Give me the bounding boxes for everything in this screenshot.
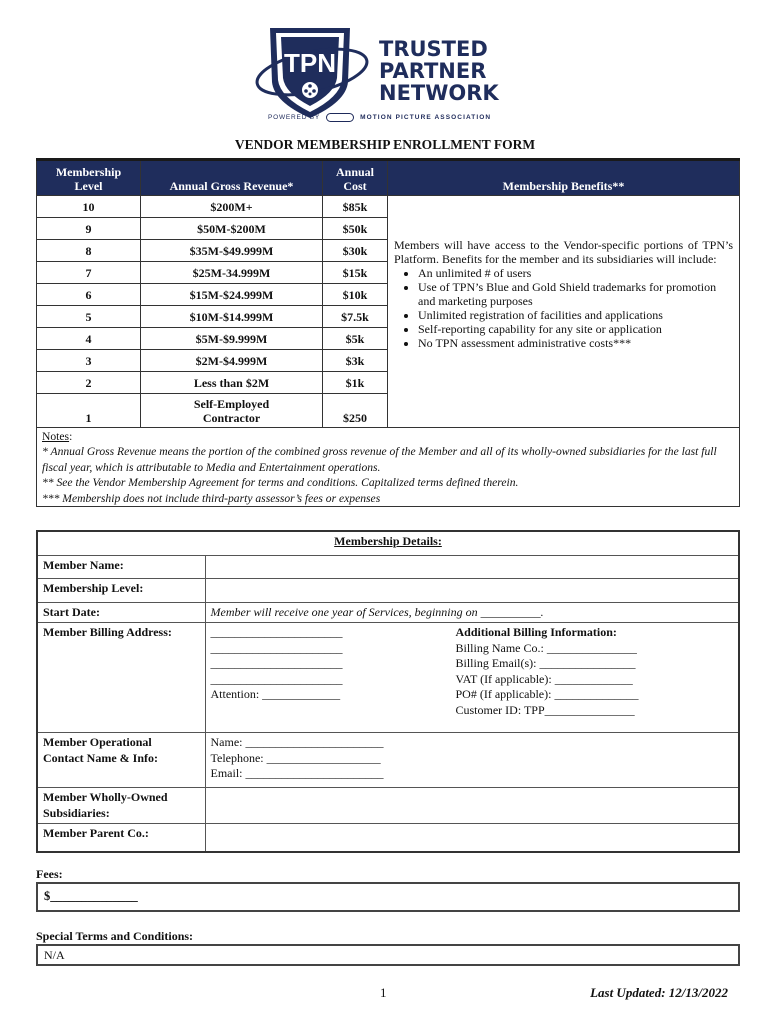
subsidiaries-label: Member Wholly-Owned Subsidiaries: <box>37 788 205 824</box>
powered-by <box>268 113 491 122</box>
benefits-cell <box>388 196 740 428</box>
notes-box: Notes: * Annual Gross Revenue means the portion of the combined gross revenue of the Member and all of its wholly-owned subsidiaries for the last full fiscal year, which is attributable to Media and Entertainment operations. ** See the Vendor Membership Agreement for terms and conditions. Capitalized terms defined therein. *** Membership does not include third-party assessor’s fees or expenses <box>36 427 740 507</box>
list-item: • No TPN assessment administrative costs*** <box>418 336 733 350</box>
list-item: • Use of TPN’s Blue and Gold Shield trademarks for promotion and marketing purposes <box>418 280 733 308</box>
note-line: ** See the Vendor Membership Agreement for terms and conditions. Capitalized terms defined therein. <box>42 476 519 490</box>
revenue-cell: $5M-$9.999M <box>141 328 323 350</box>
start-date-field[interactable]: Member will receive one year of Services, beginning on __________. <box>205 602 739 623</box>
cost-cell: $50k <box>323 218 388 240</box>
address-line[interactable]: ______________________ <box>210 640 343 655</box>
contact-email-field[interactable]: Email: _______________________ <box>210 766 384 780</box>
po-field[interactable]: PO# (If applicable): ______________ <box>455 687 639 701</box>
revenue-cell: $10M-$14.999M <box>141 306 323 328</box>
table-row <box>37 196 740 218</box>
level-cell: 1 <box>37 394 141 428</box>
special-terms-field[interactable]: N/A <box>36 944 740 966</box>
vat-field[interactable]: VAT (If applicable): _____________ <box>455 671 633 686</box>
contact-name-field[interactable]: Name: _______________________ <box>210 735 384 749</box>
additional-billing-title: Additional Billing Information: <box>455 625 617 639</box>
address-line[interactable]: ______________________ <box>210 625 343 639</box>
cost-cell: $7.5k <box>323 306 388 328</box>
membership-tier-table <box>36 158 740 428</box>
last-updated: Last Updated: 12/13/2022 <box>590 985 728 1000</box>
billing-address-label: Member Billing Address: <box>37 623 205 733</box>
header-level: Membership Level <box>37 160 141 196</box>
tier-table-header <box>37 160 740 196</box>
cost-cell: $10k <box>323 284 388 306</box>
additional-billing <box>456 625 734 718</box>
cost-cell: $15k <box>323 262 388 284</box>
membership-level-field[interactable] <box>205 578 739 602</box>
cost-cell: $250 <box>323 394 388 428</box>
level-cell: 3 <box>37 350 141 372</box>
level-cell: 8 <box>37 240 141 262</box>
parent-co-field[interactable] <box>205 824 739 852</box>
form-title: VENDOR MEMBERSHIP ENROLLMENT FORM <box>234 137 536 152</box>
note-line: *** Membership does not include third-party assessor’s fees or expenses <box>42 491 381 505</box>
logo-line-3: NETWORK <box>379 81 499 105</box>
billing-address-field[interactable] <box>205 623 739 733</box>
attention-line[interactable]: Attention: _____________ <box>210 687 341 701</box>
revenue-cell: Self-Employed Contractor <box>141 394 323 428</box>
level-cell: 4 <box>37 328 141 350</box>
member-name-label: Member Name: <box>37 555 205 578</box>
special-terms-label: Special Terms and Conditions: <box>36 929 194 943</box>
mpa-text: MOTION PICTURE ASSOCIATION <box>360 114 492 121</box>
membership-level-label: Membership Level: <box>37 578 205 602</box>
member-name-field[interactable] <box>205 555 739 578</box>
operational-contact-field[interactable] <box>205 733 739 788</box>
film-reel-icon <box>301 81 319 99</box>
logo-line-1: TRUSTED <box>379 37 488 61</box>
address-line[interactable]: ______________________ <box>210 671 343 686</box>
level-cell: 2 <box>37 372 141 394</box>
start-date-label: Start Date: <box>37 602 205 623</box>
revenue-cell: $50M-$200M <box>141 218 323 240</box>
cost-cell: $85k <box>323 196 388 218</box>
contact-phone-field[interactable]: Telephone: ___________________ <box>210 750 381 765</box>
benefits-list <box>394 266 733 350</box>
parent-co-label: Member Parent Co.: <box>37 824 205 852</box>
revenue-cell: Less than $2M <box>141 372 323 394</box>
level-cell: 6 <box>37 284 141 306</box>
billing-email-field[interactable]: Billing Email(s): ________________ <box>455 656 636 670</box>
customer-id-field[interactable]: Customer ID: TPP_______________ <box>455 702 635 717</box>
address-line[interactable]: ______________________ <box>210 656 343 670</box>
level-cell: 5 <box>37 306 141 328</box>
cost-cell: $3k <box>323 350 388 372</box>
revenue-cell: $15M-$24.999M <box>141 284 323 306</box>
notes-label: Notes <box>42 430 70 443</box>
revenue-cell: $2M-$4.999M <box>141 350 323 372</box>
level-cell: 10 <box>37 196 141 218</box>
subsidiaries-field[interactable] <box>205 788 739 824</box>
benefits-intro: Members will have access to the Vendor-specific portions of TPN’s Platform. Benefits for the member and its subsidiaries will include: <box>394 238 733 266</box>
revenue-cell: $200M+ <box>141 196 323 218</box>
fees-label: Fees: <box>36 867 63 881</box>
billing-name-field[interactable]: Billing Name Co.: _______________ <box>455 640 637 655</box>
page-number: 1 <box>380 985 387 1000</box>
logo-line-2: PARTNER <box>379 59 487 83</box>
cost-cell: $30k <box>323 240 388 262</box>
powered-by-text: POWERED BY <box>268 114 321 121</box>
cost-cell: $5k <box>323 328 388 350</box>
address-lines <box>211 625 456 718</box>
fees-field[interactable]: $______________ <box>36 882 740 912</box>
header-revenue: Annual Gross Revenue* <box>141 160 323 196</box>
operational-contact-label: Member Operational Contact Name & Info: <box>37 733 205 788</box>
level-cell: 7 <box>37 262 141 284</box>
revenue-cell: $25M-34.999M <box>141 262 323 284</box>
mpa-logo-icon <box>326 113 354 122</box>
logo-mark: TPN <box>284 48 336 78</box>
cost-cell: $1k <box>323 372 388 394</box>
level-cell: 9 <box>37 218 141 240</box>
header-cost: Annual Cost <box>323 160 388 196</box>
note-line: * Annual Gross Revenue means the portion of the combined gross revenue of the Member and all of its wholly-owned subsidiaries for the last full fiscal year, which is attributable to Media and Entertainment operations. <box>42 445 717 474</box>
revenue-cell: $35M-$49.999M <box>141 240 323 262</box>
list-item: • Unlimited registration of facilities and applications <box>418 308 733 322</box>
list-item: • An unlimited # of users <box>418 266 733 280</box>
list-item: • Self-reporting capability for any site or application <box>418 322 733 336</box>
membership-details-table <box>36 530 740 853</box>
details-heading: Membership Details: <box>37 531 739 555</box>
header-benefits: Membership Benefits** <box>388 160 740 196</box>
